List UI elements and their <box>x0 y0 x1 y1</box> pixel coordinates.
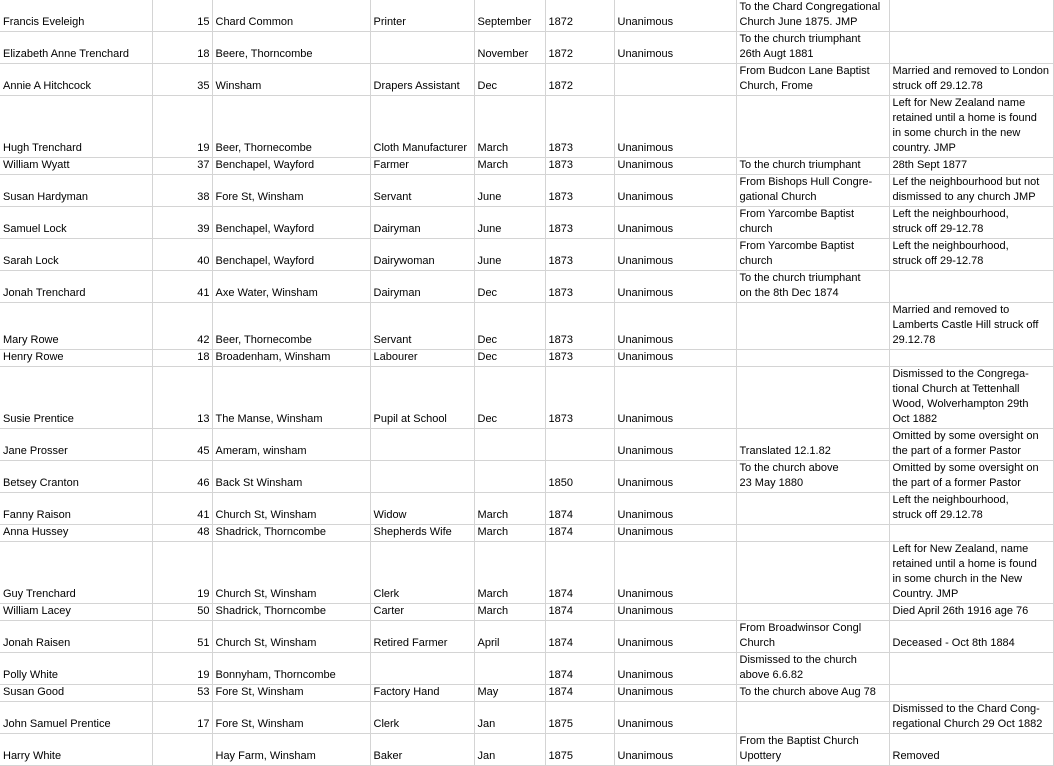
cell-month[interactable]: March <box>474 525 545 542</box>
cell-transfer-note[interactable] <box>736 367 889 429</box>
cell-age[interactable]: 40 <box>152 239 212 271</box>
cell-remarks[interactable]: Deceased - Oct 8th 1884 <box>889 621 1053 653</box>
cell-occupation[interactable]: Printer <box>370 0 474 32</box>
cell-transfer-note[interactable] <box>736 493 889 525</box>
cell-month[interactable]: March <box>474 604 545 621</box>
cell-transfer-note[interactable]: From Yarcombe Baptist church <box>736 207 889 239</box>
cell-name[interactable]: Elizabeth Anne Trenchard <box>0 32 152 64</box>
table-row <box>0 158 1053 175</box>
cell-address[interactable]: Church St, Winsham <box>212 493 370 525</box>
cell-address[interactable]: Beer, Thornecombe <box>212 96 370 158</box>
cell-address[interactable]: Chard Common <box>212 0 370 32</box>
cell-address[interactable]: Beere, Thorncombe <box>212 32 370 64</box>
cell-remarks[interactable] <box>889 685 1053 702</box>
table-row <box>0 461 1053 493</box>
cell-address[interactable]: Fore St, Winsham <box>212 175 370 207</box>
cell-name[interactable]: Sarah Lock <box>0 239 152 271</box>
cell-vote[interactable]: Unanimous <box>614 207 736 239</box>
cell-vote[interactable]: Unanimous <box>614 461 736 493</box>
cell-age[interactable]: 45 <box>152 429 212 461</box>
cell-vote[interactable]: Unanimous <box>614 175 736 207</box>
table-row <box>0 239 1053 271</box>
cell-month[interactable]: Jan <box>474 734 545 766</box>
cell-age[interactable]: 41 <box>152 493 212 525</box>
cell-vote[interactable]: Unanimous <box>614 239 736 271</box>
cell-address[interactable]: Church St, Winsham <box>212 621 370 653</box>
cell-remarks[interactable]: Dismissed to the Chard Cong- regational Church 29 Oct 1882 <box>889 702 1053 734</box>
cell-age[interactable]: 19 <box>152 96 212 158</box>
cell-remarks[interactable]: Lef the neighbourhood but not dismissed to any church JMP <box>889 175 1053 207</box>
cell-vote[interactable]: Unanimous <box>614 429 736 461</box>
cell-remarks[interactable] <box>889 350 1053 367</box>
table-row <box>0 64 1053 96</box>
cell-year[interactable]: 1872 <box>545 32 614 64</box>
cell-year[interactable]: 1874 <box>545 604 614 621</box>
cell-vote[interactable]: Unanimous <box>614 542 736 604</box>
cell-transfer-note[interactable]: From Bishops Hull Congre- gational Church <box>736 175 889 207</box>
cell-name[interactable]: John Samuel Prentice <box>0 702 152 734</box>
cell-remarks[interactable]: Left the neighbourhood, struck off 29-12.78 <box>889 239 1053 271</box>
cell-transfer-note[interactable]: To the church above 23 May 1880 <box>736 461 889 493</box>
cell-occupation[interactable]: Servant <box>370 303 474 350</box>
cell-transfer-note[interactable] <box>736 96 889 158</box>
cell-month[interactable]: March <box>474 158 545 175</box>
cell-transfer-note[interactable]: To the church above Aug 78 <box>736 685 889 702</box>
cell-occupation[interactable]: Baker <box>370 734 474 766</box>
table-row <box>0 653 1053 685</box>
cell-occupation[interactable]: Clerk <box>370 702 474 734</box>
cell-occupation[interactable]: Cloth Manufacturer <box>370 96 474 158</box>
cell-occupation[interactable]: Shepherds Wife <box>370 525 474 542</box>
cell-name[interactable]: Mary Rowe <box>0 303 152 350</box>
cell-address[interactable]: Shadrick, Thorncombe <box>212 604 370 621</box>
cell-month[interactable]: November <box>474 32 545 64</box>
cell-month[interactable]: June <box>474 207 545 239</box>
cell-age[interactable]: 15 <box>152 0 212 32</box>
cell-age[interactable]: 19 <box>152 653 212 685</box>
cell-age[interactable]: 39 <box>152 207 212 239</box>
cell-transfer-note[interactable] <box>736 702 889 734</box>
cell-year[interactable]: 1872 <box>545 0 614 32</box>
cell-address[interactable]: Benchapel, Wayford <box>212 158 370 175</box>
cell-year[interactable]: 1872 <box>545 64 614 96</box>
cell-transfer-note[interactable] <box>736 542 889 604</box>
cell-address[interactable]: Fore St, Winsham <box>212 702 370 734</box>
cell-age[interactable]: 13 <box>152 367 212 429</box>
cell-transfer-note[interactable]: From the Baptist Church Upottery <box>736 734 889 766</box>
cell-month[interactable] <box>474 429 545 461</box>
cell-month[interactable]: Jan <box>474 702 545 734</box>
cell-occupation[interactable] <box>370 32 474 64</box>
cell-occupation[interactable]: Labourer <box>370 350 474 367</box>
cell-occupation[interactable]: Pupil at School <box>370 367 474 429</box>
cell-name[interactable]: Jonah Trenchard <box>0 271 152 303</box>
cell-month[interactable]: March <box>474 96 545 158</box>
cell-occupation[interactable]: Retired Farmer <box>370 621 474 653</box>
cell-age[interactable]: 51 <box>152 621 212 653</box>
cell-remarks[interactable]: Omitted by some oversight on the part of a former Pastor <box>889 461 1053 493</box>
cell-transfer-note[interactable] <box>736 303 889 350</box>
cell-occupation[interactable]: Drapers Assistant <box>370 64 474 96</box>
cell-age[interactable]: 46 <box>152 461 212 493</box>
cell-transfer-note[interactable]: From Budcon Lane Baptist Church, Frome <box>736 64 889 96</box>
cell-address[interactable]: Broadenham, Winsham <box>212 350 370 367</box>
table-row <box>0 685 1053 702</box>
cell-age[interactable]: 18 <box>152 32 212 64</box>
cell-remarks[interactable]: Omitted by some oversight on the part of a former Pastor <box>889 429 1053 461</box>
cell-vote[interactable]: Unanimous <box>614 734 736 766</box>
table-row <box>0 542 1053 604</box>
cell-vote[interactable]: Unanimous <box>614 525 736 542</box>
cell-address[interactable]: Beer, Thornecombe <box>212 303 370 350</box>
cell-age[interactable]: 48 <box>152 525 212 542</box>
cell-age[interactable]: 19 <box>152 542 212 604</box>
cell-name[interactable]: Anna Hussey <box>0 525 152 542</box>
cell-address[interactable]: Bonnyham, Thorncombe <box>212 653 370 685</box>
cell-age[interactable]: 37 <box>152 158 212 175</box>
cell-name[interactable]: Guy Trenchard <box>0 542 152 604</box>
cell-year[interactable]: 1874 <box>545 621 614 653</box>
cell-remarks[interactable] <box>889 0 1053 32</box>
cell-age[interactable]: 38 <box>152 175 212 207</box>
cell-transfer-note[interactable]: Dismissed to the church above 6.6.82 <box>736 653 889 685</box>
cell-occupation[interactable]: Dairyman <box>370 271 474 303</box>
table-row <box>0 702 1053 734</box>
cell-remarks[interactable]: Left the neighbourhood, struck off 29.12.78 <box>889 493 1053 525</box>
cell-transfer-note[interactable]: To the church triumphant <box>736 158 889 175</box>
cell-remarks[interactable]: Died April 26th 1916 age 76 <box>889 604 1053 621</box>
cell-occupation[interactable]: Factory Hand <box>370 685 474 702</box>
cell-remarks[interactable] <box>889 32 1053 64</box>
table-row <box>0 367 1053 429</box>
cell-address[interactable]: The Manse, Winsham <box>212 367 370 429</box>
cell-name[interactable]: Fanny Raison <box>0 493 152 525</box>
cell-transfer-note[interactable] <box>736 525 889 542</box>
cell-year[interactable]: 1874 <box>545 493 614 525</box>
table-row <box>0 32 1053 64</box>
cell-age[interactable]: 42 <box>152 303 212 350</box>
cell-address[interactable]: Winsham <box>212 64 370 96</box>
table-row <box>0 604 1053 621</box>
cell-name[interactable]: Annie A Hitchcock <box>0 64 152 96</box>
cell-vote[interactable]: Unanimous <box>614 32 736 64</box>
cell-name[interactable]: Jane Prosser <box>0 429 152 461</box>
cell-remarks[interactable]: Left for New Zealand name retained until a home is found in some church in the new country. JMP <box>889 96 1053 158</box>
cell-remarks[interactable] <box>889 525 1053 542</box>
cell-year[interactable]: 1850 <box>545 461 614 493</box>
table-row <box>0 271 1053 303</box>
cell-remarks[interactable] <box>889 271 1053 303</box>
cell-age[interactable]: 18 <box>152 350 212 367</box>
cell-year[interactable]: 1873 <box>545 175 614 207</box>
cell-year[interactable]: 1874 <box>545 685 614 702</box>
table-row <box>0 493 1053 525</box>
table-row <box>0 0 1053 32</box>
cell-address[interactable]: Ameram, winsham <box>212 429 370 461</box>
cell-transfer-note[interactable]: From Broadwinsor Congl Church <box>736 621 889 653</box>
cell-year[interactable]: 1874 <box>545 653 614 685</box>
cell-name[interactable]: William Wyatt <box>0 158 152 175</box>
cell-vote[interactable]: Unanimous <box>614 367 736 429</box>
cell-address[interactable]: Shadrick, Thorncombe <box>212 525 370 542</box>
cell-address[interactable]: Back St Winsham <box>212 461 370 493</box>
cell-vote[interactable]: Unanimous <box>614 653 736 685</box>
cell-year[interactable]: 1873 <box>545 96 614 158</box>
table-row <box>0 734 1053 766</box>
cell-vote[interactable]: Unanimous <box>614 604 736 621</box>
cell-month[interactable]: June <box>474 175 545 207</box>
cell-vote[interactable]: Unanimous <box>614 621 736 653</box>
cell-name[interactable]: William Lacey <box>0 604 152 621</box>
cell-remarks[interactable]: Dismissed to the Congrega- tional Church at Tettenhall Wood, Wolverhampton 29th Oct 1882 <box>889 367 1053 429</box>
cell-month[interactable]: Dec <box>474 271 545 303</box>
cell-year[interactable]: 1874 <box>545 542 614 604</box>
cell-vote[interactable]: Unanimous <box>614 0 736 32</box>
cell-name[interactable]: Polly White <box>0 653 152 685</box>
cell-month[interactable]: September <box>474 0 545 32</box>
table-row <box>0 303 1053 350</box>
cell-address[interactable]: Axe Water, Winsham <box>212 271 370 303</box>
cell-transfer-note[interactable]: To the church triumphant 26th Augt 1881 <box>736 32 889 64</box>
cell-transfer-note[interactable] <box>736 350 889 367</box>
cell-name[interactable]: Jonah Raisen <box>0 621 152 653</box>
cell-year[interactable]: 1873 <box>545 158 614 175</box>
cell-month[interactable]: April <box>474 621 545 653</box>
cell-month[interactable]: May <box>474 685 545 702</box>
cell-age[interactable]: 53 <box>152 685 212 702</box>
cell-address[interactable]: Hay Farm, Winsham <box>212 734 370 766</box>
cell-age[interactable]: 41 <box>152 271 212 303</box>
cell-name[interactable]: Francis Eveleigh <box>0 0 152 32</box>
cell-transfer-note[interactable]: From Yarcombe Baptist church <box>736 239 889 271</box>
cell-transfer-note[interactable]: Translated 12.1.82 <box>736 429 889 461</box>
cell-transfer-note[interactable]: To the church triumphant on the 8th Dec 1874 <box>736 271 889 303</box>
table-row <box>0 175 1053 207</box>
cell-name[interactable]: Henry Rowe <box>0 350 152 367</box>
cell-month[interactable]: Dec <box>474 367 545 429</box>
cell-occupation[interactable]: Carter <box>370 604 474 621</box>
table-row <box>0 96 1053 158</box>
cell-age[interactable]: 50 <box>152 604 212 621</box>
table-row <box>0 621 1053 653</box>
cell-month[interactable]: Dec <box>474 303 545 350</box>
cell-year[interactable]: 1873 <box>545 303 614 350</box>
cell-year[interactable]: 1873 <box>545 207 614 239</box>
cell-year[interactable]: 1875 <box>545 702 614 734</box>
cell-month[interactable] <box>474 653 545 685</box>
cell-remarks[interactable]: Removed <box>889 734 1053 766</box>
cell-occupation[interactable] <box>370 653 474 685</box>
cell-remarks[interactable]: Left the neighbourhood, struck off 29-12.78 <box>889 207 1053 239</box>
cell-transfer-note[interactable]: To the Chard Congregational Church June 1875. JMP <box>736 0 889 32</box>
cell-name[interactable]: Hugh Trenchard <box>0 96 152 158</box>
table-row <box>0 525 1053 542</box>
cell-name[interactable]: Betsey Cranton <box>0 461 152 493</box>
cell-year[interactable]: 1875 <box>545 734 614 766</box>
cell-vote[interactable]: Unanimous <box>614 158 736 175</box>
cell-remarks[interactable]: Married and removed to London struck off 29.12.78 <box>889 64 1053 96</box>
cell-remarks[interactable] <box>889 653 1053 685</box>
table-row <box>0 429 1053 461</box>
cell-month[interactable]: March <box>474 493 545 525</box>
cell-month[interactable]: March <box>474 542 545 604</box>
cell-vote[interactable]: Unanimous <box>614 685 736 702</box>
cell-month[interactable] <box>474 461 545 493</box>
cell-age[interactable]: 17 <box>152 702 212 734</box>
cell-address[interactable]: Church St, Winsham <box>212 542 370 604</box>
cell-address[interactable]: Fore St, Winsham <box>212 685 370 702</box>
cell-year[interactable]: 1873 <box>545 350 614 367</box>
cell-occupation[interactable]: Servant <box>370 175 474 207</box>
cell-vote[interactable]: Unanimous <box>614 350 736 367</box>
cell-name[interactable]: Samuel Lock <box>0 207 152 239</box>
cell-year[interactable]: 1874 <box>545 525 614 542</box>
cell-month[interactable]: Dec <box>474 350 545 367</box>
cell-address[interactable]: Benchapel, Wayford <box>212 239 370 271</box>
cell-vote[interactable]: Unanimous <box>614 271 736 303</box>
cell-year[interactable]: 1873 <box>545 271 614 303</box>
cell-address[interactable]: Benchapel, Wayford <box>212 207 370 239</box>
cell-age[interactable]: 35 <box>152 64 212 96</box>
cell-name[interactable]: Harry White <box>0 734 152 766</box>
cell-occupation[interactable] <box>370 429 474 461</box>
cell-name[interactable]: Susan Hardyman <box>0 175 152 207</box>
cell-vote[interactable]: Unanimous <box>614 493 736 525</box>
cell-vote[interactable]: Unanimous <box>614 303 736 350</box>
cell-month[interactable]: June <box>474 239 545 271</box>
cell-year[interactable] <box>545 429 614 461</box>
table-row <box>0 207 1053 239</box>
cell-age[interactable] <box>152 734 212 766</box>
cell-occupation[interactable]: Widow <box>370 493 474 525</box>
cell-year[interactable]: 1873 <box>545 239 614 271</box>
cell-month[interactable]: Dec <box>474 64 545 96</box>
cell-name[interactable]: Susie Prentice <box>0 367 152 429</box>
cell-transfer-note[interactable] <box>736 604 889 621</box>
cell-vote[interactable]: Unanimous <box>614 702 736 734</box>
cell-occupation[interactable]: Farmer <box>370 158 474 175</box>
cell-occupation[interactable]: Dairywoman <box>370 239 474 271</box>
cell-occupation[interactable]: Dairyman <box>370 207 474 239</box>
cell-year[interactable]: 1873 <box>545 367 614 429</box>
table-row <box>0 350 1053 367</box>
cell-vote[interactable]: Unanimous <box>614 96 736 158</box>
cell-remarks[interactable]: 28th Sept 1877 <box>889 158 1053 175</box>
cell-remarks[interactable]: Left for New Zealand, name retained until a home is found in some church in the New Country. JMP <box>889 542 1053 604</box>
cell-name[interactable]: Susan Good <box>0 685 152 702</box>
cell-vote[interactable] <box>614 64 736 96</box>
cell-occupation[interactable]: Clerk <box>370 542 474 604</box>
cell-occupation[interactable] <box>370 461 474 493</box>
cell-remarks[interactable]: Married and removed to Lamberts Castle Hill struck off 29.12.78 <box>889 303 1053 350</box>
